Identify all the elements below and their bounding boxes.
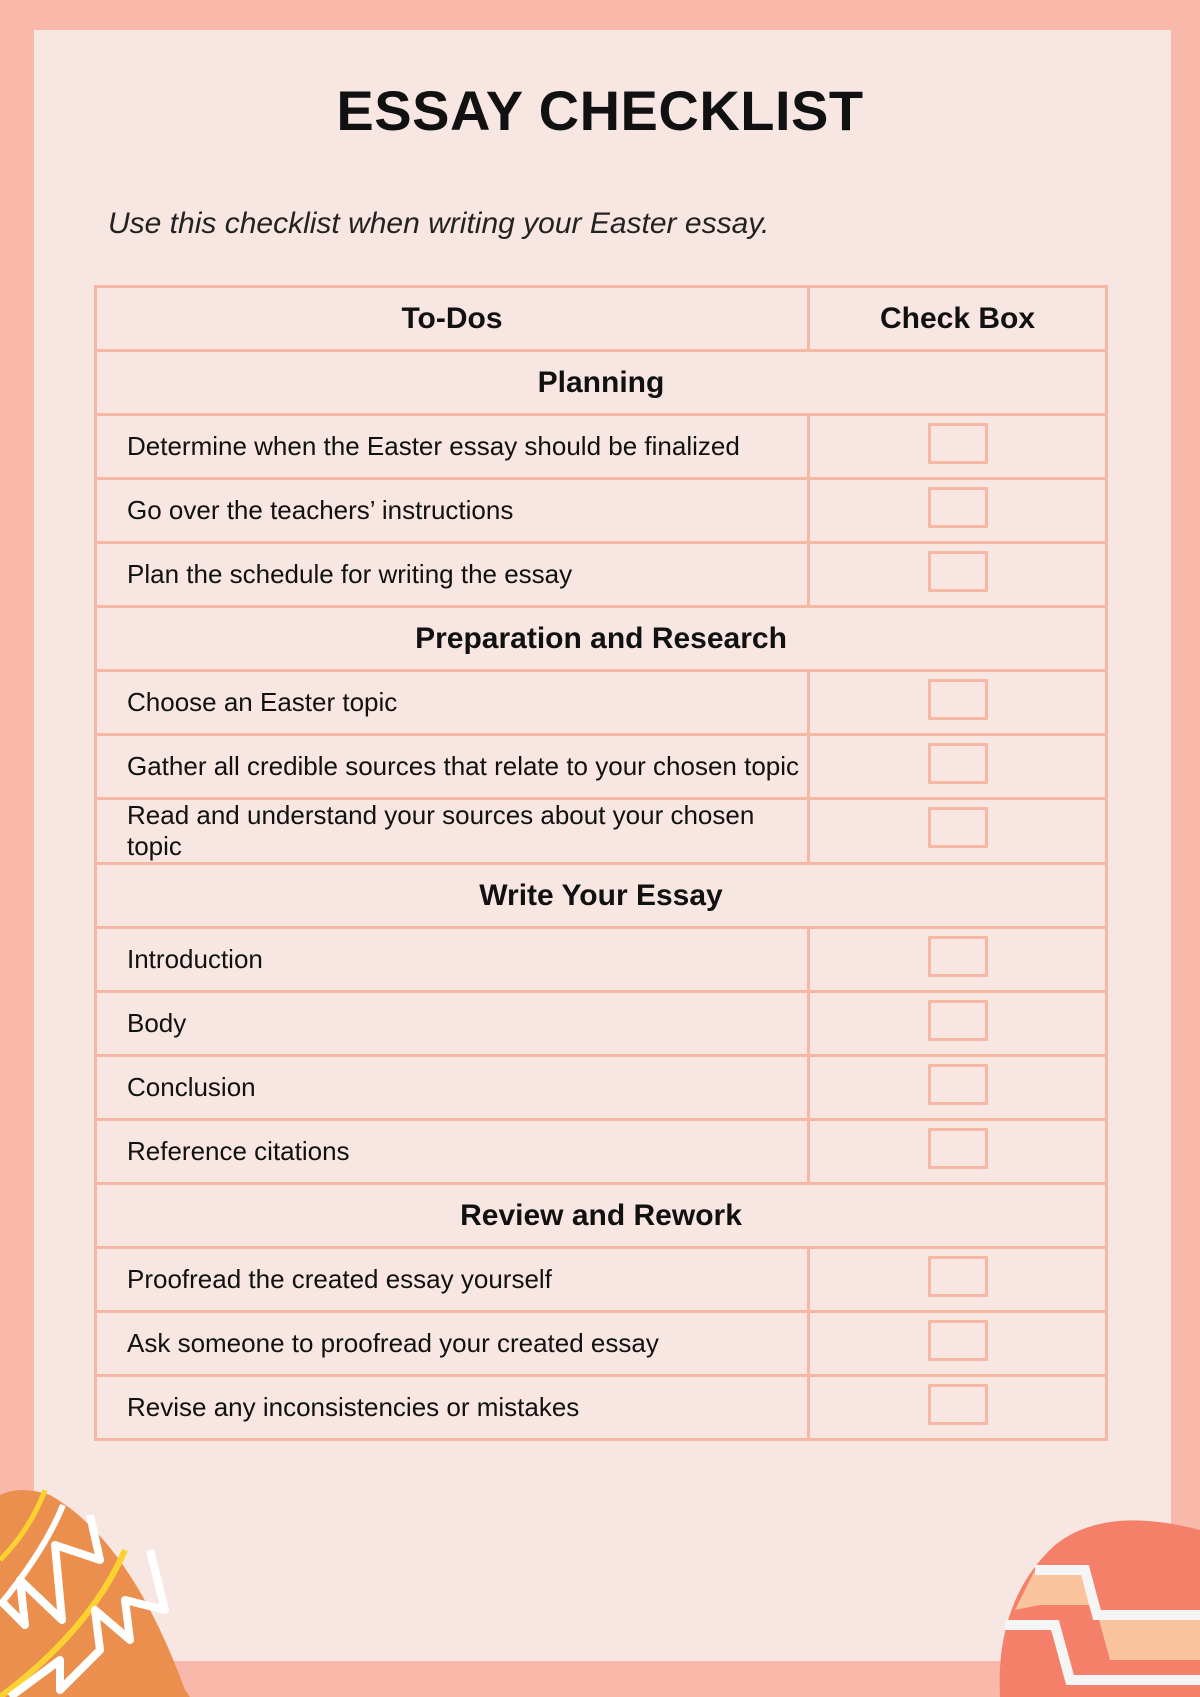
checkbox[interactable] bbox=[928, 1128, 988, 1169]
checkbox[interactable] bbox=[928, 551, 988, 592]
checklist-table bbox=[94, 285, 1108, 1441]
item-label: Reference citations bbox=[96, 1120, 809, 1184]
checklist-item-row bbox=[96, 1376, 1107, 1440]
item-label: Revise any inconsistencies or mistakes bbox=[96, 1376, 809, 1440]
item-label: Conclusion bbox=[96, 1056, 809, 1120]
checklist-item-row bbox=[96, 928, 1107, 992]
item-label: Proofread the created essay yourself bbox=[96, 1248, 809, 1312]
checklist-item-row bbox=[96, 543, 1107, 607]
checkbox[interactable] bbox=[928, 807, 988, 848]
checkbox-cell bbox=[809, 1376, 1107, 1440]
checklist-item-row bbox=[96, 1248, 1107, 1312]
checklist-item-row bbox=[96, 479, 1107, 543]
section-row bbox=[96, 607, 1107, 671]
easter-egg-left bbox=[0, 1490, 210, 1697]
page-title: ESSAY CHECKLIST bbox=[336, 79, 864, 142]
item-label: Gather all credible sources that relate to your chosen topic bbox=[96, 735, 809, 799]
checkbox[interactable] bbox=[928, 743, 988, 784]
checklist-item-row bbox=[96, 735, 1107, 799]
section-row bbox=[96, 864, 1107, 928]
checkbox-cell bbox=[809, 992, 1107, 1056]
checkbox[interactable] bbox=[928, 936, 988, 977]
checkbox-cell bbox=[809, 1056, 1107, 1120]
header-todos: To-Dos bbox=[96, 287, 809, 351]
checkbox-cell bbox=[809, 928, 1107, 992]
item-label: Choose an Easter topic bbox=[96, 671, 809, 735]
checkbox[interactable] bbox=[928, 1000, 988, 1041]
item-label: Body bbox=[96, 992, 809, 1056]
checkbox-cell bbox=[809, 543, 1107, 607]
checkbox-cell bbox=[809, 735, 1107, 799]
checklist-item-row bbox=[96, 1120, 1107, 1184]
checkbox[interactable] bbox=[928, 1384, 988, 1425]
checklist-item-row bbox=[96, 1312, 1107, 1376]
checkbox[interactable] bbox=[928, 1256, 988, 1297]
item-label: Read and understand your sources about your chosen topic bbox=[96, 799, 809, 864]
section-title: Write Your Essay bbox=[96, 864, 1107, 928]
checklist-item-row bbox=[96, 1056, 1107, 1120]
checkbox[interactable] bbox=[928, 679, 988, 720]
checkbox[interactable] bbox=[928, 1320, 988, 1361]
checklist-item-row bbox=[96, 671, 1107, 735]
checkbox-cell bbox=[809, 1312, 1107, 1376]
section-row bbox=[96, 1184, 1107, 1248]
checklist-item-row bbox=[96, 799, 1107, 864]
item-label: Plan the schedule for writing the essay bbox=[96, 543, 809, 607]
easter-egg-right bbox=[995, 1520, 1200, 1697]
checkbox[interactable] bbox=[928, 487, 988, 528]
checklist-item-row bbox=[96, 415, 1107, 479]
checkbox-cell bbox=[809, 671, 1107, 735]
item-label: Introduction bbox=[96, 928, 809, 992]
item-label: Ask someone to proofread your created essay bbox=[96, 1312, 809, 1376]
section-title: Preparation and Research bbox=[96, 607, 1107, 671]
checkbox-cell bbox=[809, 479, 1107, 543]
header-checkbox: Check Box bbox=[809, 287, 1107, 351]
checkbox-cell bbox=[809, 1120, 1107, 1184]
checkbox[interactable] bbox=[928, 423, 988, 464]
checkbox-cell bbox=[809, 415, 1107, 479]
header-row bbox=[96, 287, 1107, 351]
item-label: Determine when the Easter essay should be finalized bbox=[96, 415, 809, 479]
checklist-item-row bbox=[96, 992, 1107, 1056]
section-row bbox=[96, 351, 1107, 415]
checkbox-cell bbox=[809, 799, 1107, 864]
section-title: Review and Rework bbox=[96, 1184, 1107, 1248]
checkbox[interactable] bbox=[928, 1064, 988, 1105]
section-title: Planning bbox=[96, 351, 1107, 415]
item-label: Go over the teachers’ instructions bbox=[96, 479, 809, 543]
subtitle: Use this checklist when writing your Easter essay. bbox=[108, 207, 770, 240]
checkbox-cell bbox=[809, 1248, 1107, 1312]
